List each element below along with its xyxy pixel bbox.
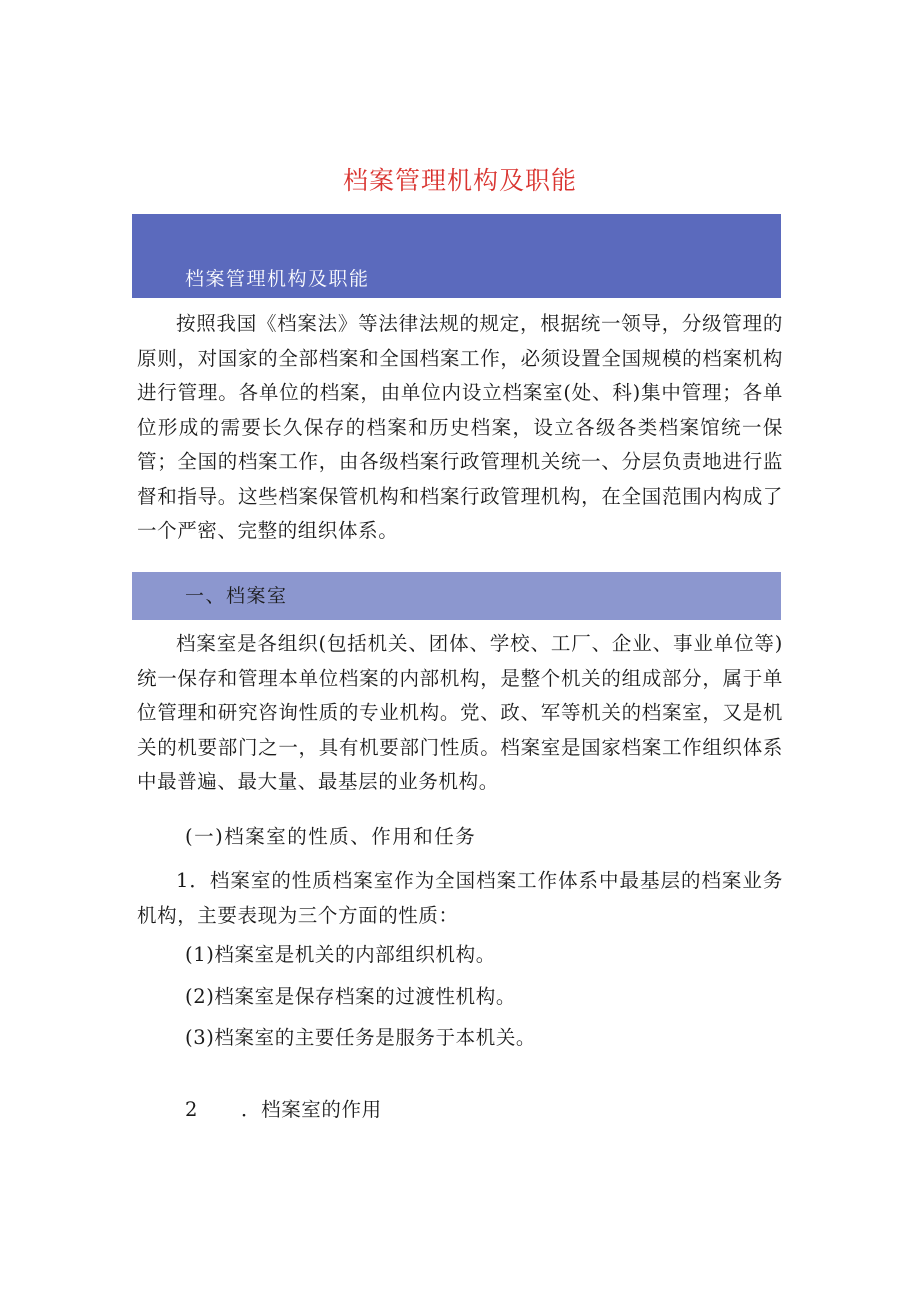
nature-paragraph: 1．档案室的性质档案室作为全国档案工作体系中最基层的档案业务机构，主要表现为三个方面的性质： bbox=[137, 869, 783, 927]
intro-paragraph: 按照我国《档案法》等法律法规的规定，根据统一领导，分级管理的原则，对国家的全部档案和全国档案工作，必须设置全国规模的档案机构进行管理。各单位的档案，由单位内设立档案室(处、科)集中管理；各单位形成的需要长久保存的档案和历史档案，设立各级各类档案馆统一保管；全国的档案工作，由各级档案行政管理机关统一、分层负责地进行监督和指导。这些档案保管机构和档案行政管理机构，在全国范围内构成了一个严密、完整的组织体系。 bbox=[137, 312, 783, 542]
section-banner-archive-room bbox=[132, 572, 781, 620]
list-item: (2)档案室是保存档案的过渡性机构。 bbox=[185, 985, 516, 1008]
title-banner bbox=[132, 214, 781, 298]
archive-room-paragraph: 档案室是各组织(包括机关、团体、学校、工厂、企业、事业单位等)统一保存和管理本单位档案的内部机构，是整个机关的组成部分，属于单位管理和研究咨询性质的专业机构。党、政、军等机关的档案室，又是机关的机要部门之一，具有机要部门性质。档案室是国家档案工作组织体系中最普遍、最大量、最基层的业务机构。 bbox=[137, 632, 783, 793]
function-heading-number: 2 bbox=[185, 1098, 199, 1121]
function-heading bbox=[185, 1095, 382, 1125]
section-banner-text: 一、档案室 bbox=[185, 585, 288, 607]
list-item: (1)档案室是机关的内部组织机构。 bbox=[185, 943, 496, 966]
list-item: (3)档案室的主要任务是服务于本机关。 bbox=[185, 1026, 537, 1049]
subsection-heading: (一)档案室的性质、作用和任务 bbox=[185, 825, 477, 848]
title-banner-text: 档案管理机构及职能 bbox=[185, 268, 370, 290]
page-title: 档案管理机构及职能 bbox=[342, 166, 577, 195]
function-heading-text: ．档案室的作用 bbox=[241, 1098, 382, 1121]
